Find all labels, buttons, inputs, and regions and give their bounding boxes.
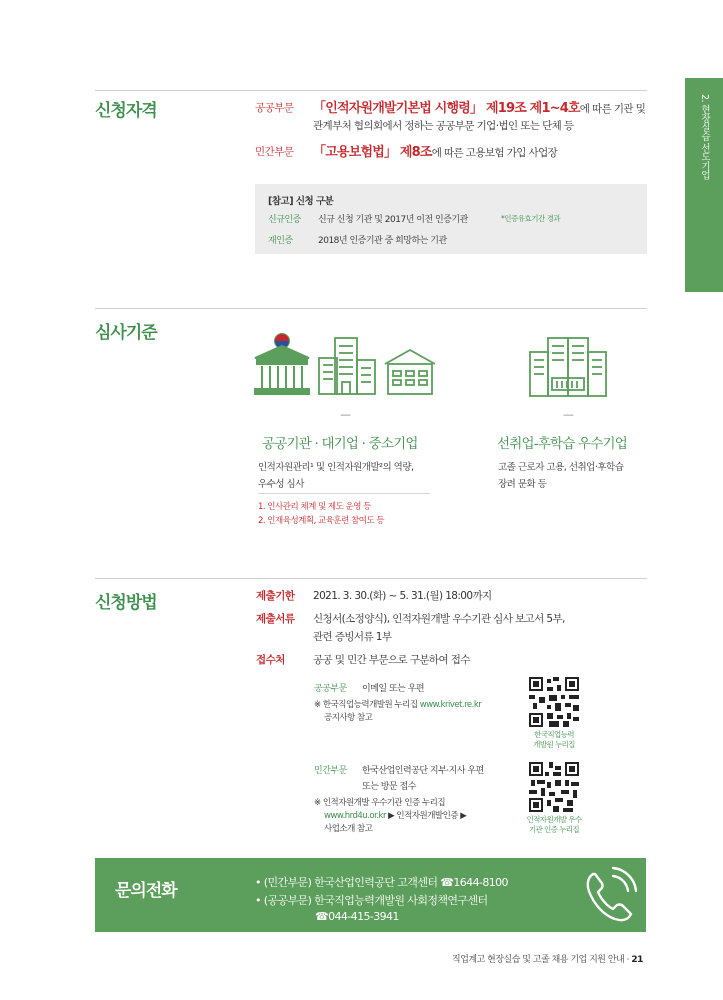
ref-new-note: *인증유효기간 경과 — [501, 214, 561, 223]
divider — [95, 578, 647, 579]
public-url-link[interactable]: www.krivet.re.kr — [419, 700, 482, 710]
qr1-caption-2: 개발원 누리집 — [533, 740, 575, 749]
private-sector-criteria — [313, 141, 557, 160]
public-note — [314, 698, 481, 710]
qr1-caption — [529, 730, 579, 750]
method-public-label: 공공부문 — [314, 684, 347, 694]
public-law-ref: 「인적자원개발기본법 시행령」 제19조 제1~4호 — [313, 101, 580, 116]
private-note-2 — [324, 809, 466, 821]
divider — [258, 493, 430, 494]
phone-icon — [583, 866, 637, 924]
page-footer — [452, 952, 643, 965]
ref-renew-label: 재인증 — [268, 236, 293, 246]
cat1-desc-1: 인적자원관리¹ 및 인적자원개발²의 역량, — [258, 462, 414, 473]
private-url-link[interactable]: www.hrd4u.or.kr — [324, 811, 386, 821]
eligibility-title: 신청자격 — [95, 101, 157, 121]
deadline-label: 제출기한 — [256, 590, 295, 602]
public-text-2: 관계부처 협의회에서 정하는 공공부문 기업·법인 또는 단체 등 — [313, 120, 574, 132]
page-number: 21 — [631, 955, 643, 965]
method-private-value-1: 한국산업인력공단 지부·지사 우편 — [362, 766, 484, 776]
cat1-note-1: 1. 인사관리 체계 및 제도 운영 등 — [258, 502, 371, 512]
qr1-caption-1: 한국직업능력 — [534, 730, 574, 739]
divider — [95, 90, 647, 91]
qr2-caption-1: 인적자원개발 우수 — [526, 815, 582, 824]
docs-line-2: 관련 증빙서류 1부 — [313, 631, 392, 643]
footer-text: 직업계고 현장실습 및 고졸 채용 기업 지원 안내 · — [452, 955, 629, 965]
qr2-caption-2: 기관 인증 누리집 — [528, 825, 580, 834]
docs-line-1: 신청서(소정양식), 인적자원개발 우수기관 심사 보고서 5부, — [313, 613, 565, 625]
contact-line-2: • (공공부문) 한국직업능력개발원 사회정책연구센터 — [255, 894, 488, 907]
category-work-study: 선취업-후학습 우수기업 — [497, 436, 627, 452]
public-sector-label: 공공부문 — [255, 102, 294, 114]
qr-code-icon[interactable] — [529, 677, 579, 727]
private-note-1: ※ 인적자원개발 우수기관 인증 누리집 — [314, 798, 446, 808]
government-building-icon — [255, 334, 309, 394]
contact-title: 문의전화 — [115, 881, 177, 901]
contact-panel — [95, 858, 646, 932]
method-title: 신청방법 — [95, 593, 157, 613]
dash: — — [563, 408, 574, 421]
divider — [95, 308, 647, 309]
criteria-title: 심사기준 — [95, 323, 157, 343]
public-text-1: 에 따른 기관 및 — [579, 103, 646, 115]
method-public-value: 이메일 또는 우편 — [362, 684, 425, 694]
cat2-desc-1: 고졸 근로자 고용, 선취업·후학습 — [498, 462, 624, 473]
cat1-desc-2: 우수성 심사 — [258, 479, 304, 490]
private-note-3: 사업소개 참고 — [324, 824, 373, 834]
chapter-side-tab — [685, 78, 723, 292]
qr-code-icon[interactable] — [529, 762, 579, 812]
private-law-ref: 「고용보험법」 제8조 — [313, 145, 432, 160]
ref-new-text: 신규 신청 기관 및 2017년 이전 인증기관 — [318, 215, 468, 225]
contact-line-1: • (민간부문) 한국산업인력공단 고객센터 ☎1644-8100 — [255, 876, 508, 889]
public-note-1: ※ 한국직업능력개발원 누리집 — [314, 700, 418, 710]
cat1-note-2: 2. 인재육성계획, 교육훈련 참여도 등 — [258, 516, 385, 526]
side-tab-label: 2. 현장실습 선도기업 — [699, 94, 710, 180]
private-sector-label: 민간부문 — [255, 146, 294, 158]
public-note-2: 공지사항 참고 — [324, 713, 373, 723]
office-buildings-icon — [319, 338, 375, 394]
category-enterprise: 공공기관 · 대기업 · 중소기업 — [262, 436, 418, 452]
contact-line-3: ☎044-415-3941 — [315, 910, 399, 923]
dash: — — [340, 408, 351, 421]
reference-box — [255, 184, 647, 254]
ref-renew-text: 2018년 인증기관 중 희망하는 기관 — [318, 236, 447, 246]
cat2-desc-2: 장려 문화 등 — [498, 479, 547, 490]
qr2-caption — [522, 815, 586, 835]
factory-icon — [385, 350, 435, 394]
private-path: ▶ 인적자원개발인증 ▶ — [388, 811, 467, 821]
docs-label: 제출서류 — [256, 613, 295, 625]
ref-title: [참고] 신청 구분 — [268, 196, 334, 207]
ref-new-label: 신규인증 — [268, 215, 301, 225]
method-private-label: 민간부문 — [314, 766, 347, 776]
office-label: 접수처 — [256, 654, 285, 666]
method-private-value-2: 또는 방문 접수 — [362, 782, 416, 792]
private-text: 에 따른 고용보험 가입 사업장 — [431, 147, 558, 159]
deadline-value: 2021. 3. 30.(화) ~ 5. 31.(월) 18:00까지 — [313, 590, 492, 602]
company-buildings-icon — [526, 330, 610, 400]
office-value: 공공 및 민간 부문으로 구분하여 접수 — [313, 654, 470, 666]
enterprise-icons — [253, 330, 438, 400]
public-sector-criteria — [313, 97, 645, 116]
